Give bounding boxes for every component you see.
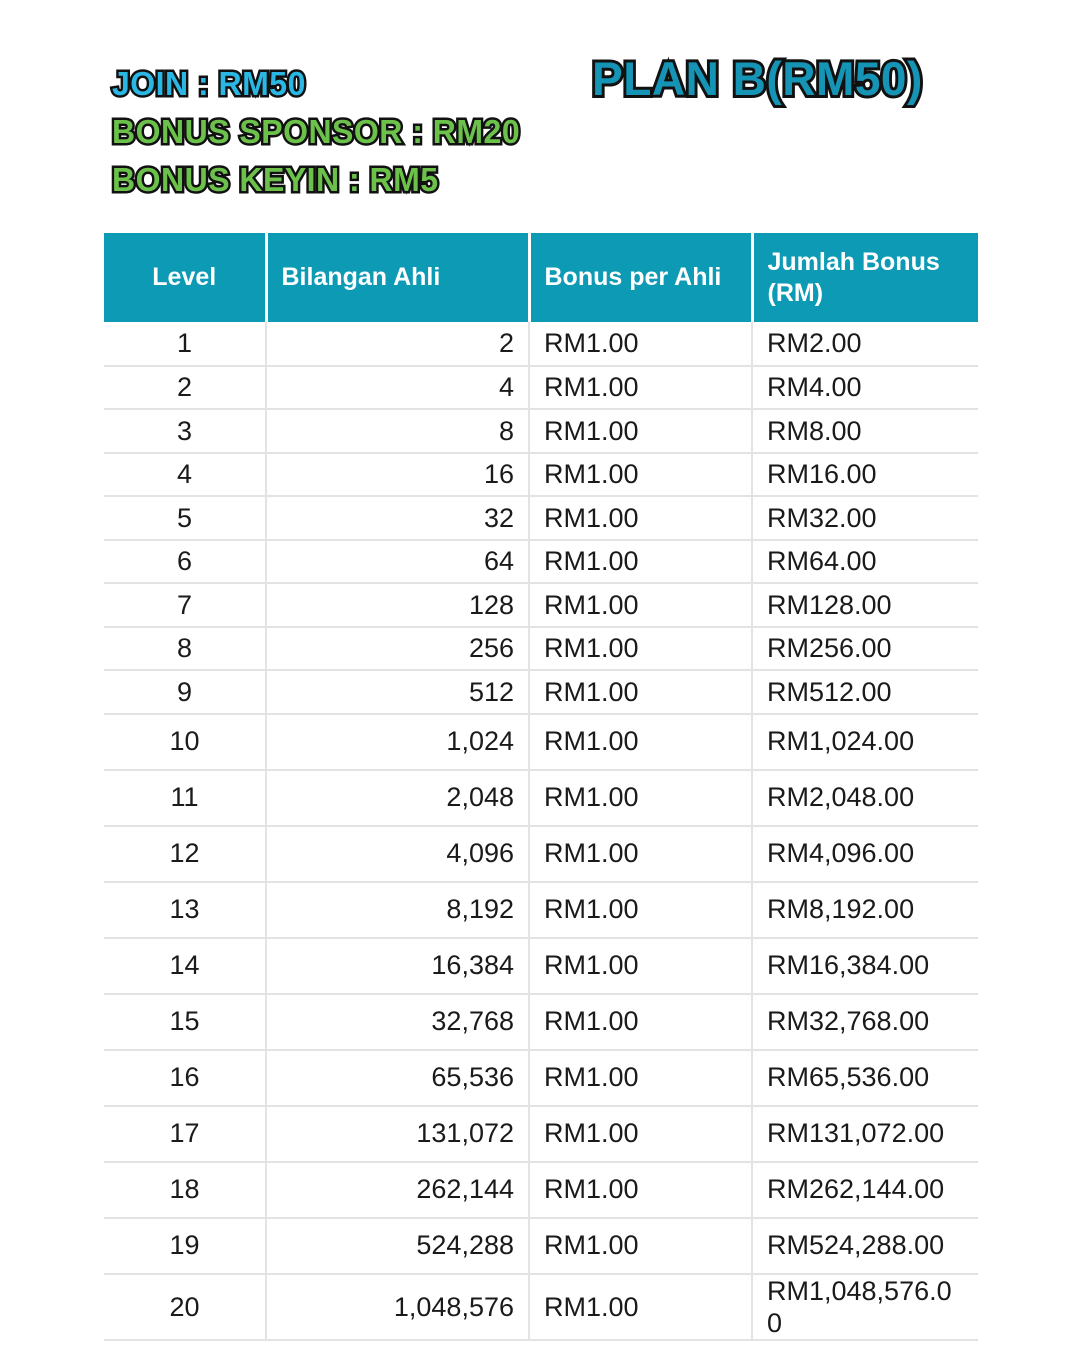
cell-level: 10 [104, 714, 266, 770]
cell-jumlah-bonus: RM64.00 [752, 540, 978, 584]
cell-level: 17 [104, 1106, 266, 1162]
table-row [104, 1218, 978, 1274]
table-row [104, 1106, 978, 1162]
table-row [104, 938, 978, 994]
cell-level: 1 [104, 322, 266, 366]
cell-bonus-per-ahli: RM1.00 [529, 453, 752, 497]
cell-jumlah-bonus: RM262,144.00 [752, 1162, 978, 1218]
cell-level: 8 [104, 627, 266, 671]
cell-level: 7 [104, 583, 266, 627]
cell-level: 5 [104, 496, 266, 540]
cell-bonus-per-ahli: RM1.00 [529, 496, 752, 540]
cell-bonus-per-ahli: RM1.00 [529, 1274, 752, 1341]
cell-jumlah-bonus: RM16,384.00 [752, 938, 978, 994]
cell-bilangan-ahli: 2,048 [266, 770, 529, 826]
cell-bonus-per-ahli: RM1.00 [529, 1162, 752, 1218]
cell-bonus-per-ahli: RM1.00 [529, 1106, 752, 1162]
cell-level: 9 [104, 670, 266, 714]
cell-bilangan-ahli: 512 [266, 670, 529, 714]
cell-level: 13 [104, 882, 266, 938]
table-row [104, 1050, 978, 1106]
cell-level: 6 [104, 540, 266, 584]
cell-jumlah-bonus: RM256.00 [752, 627, 978, 671]
table-row [104, 583, 978, 627]
cell-level: 4 [104, 453, 266, 497]
cell-bilangan-ahli: 4,096 [266, 826, 529, 882]
table-row [104, 1274, 978, 1341]
cell-bilangan-ahli: 256 [266, 627, 529, 671]
cell-jumlah-bonus: RM65,536.00 [752, 1050, 978, 1106]
cell-bonus-per-ahli: RM1.00 [529, 714, 752, 770]
column-header-level: Level [104, 233, 266, 322]
cell-jumlah-bonus: RM1,048,576.00 [752, 1274, 978, 1341]
cell-level: 12 [104, 826, 266, 882]
cell-bonus-per-ahli: RM1.00 [529, 770, 752, 826]
cell-jumlah-bonus: RM512.00 [752, 670, 978, 714]
cell-jumlah-bonus: RM2,048.00 [752, 770, 978, 826]
cell-bonus-per-ahli: RM1.00 [529, 1218, 752, 1274]
cell-bonus-per-ahli: RM1.00 [529, 938, 752, 994]
cell-jumlah-bonus: RM32.00 [752, 496, 978, 540]
cell-jumlah-bonus: RM16.00 [752, 453, 978, 497]
table-row [104, 994, 978, 1050]
cell-level: 14 [104, 938, 266, 994]
cell-level: 2 [104, 366, 266, 410]
table-row [104, 714, 978, 770]
table-row [104, 826, 978, 882]
cell-bilangan-ahli: 8,192 [266, 882, 529, 938]
cell-level: 11 [104, 770, 266, 826]
cell-level: 3 [104, 409, 266, 453]
cell-bilangan-ahli: 524,288 [266, 1218, 529, 1274]
table-row [104, 409, 978, 453]
cell-jumlah-bonus: RM32,768.00 [752, 994, 978, 1050]
cell-bilangan-ahli: 32,768 [266, 994, 529, 1050]
cell-bilangan-ahli: 32 [266, 496, 529, 540]
cell-bilangan-ahli: 65,536 [266, 1050, 529, 1106]
cell-bonus-per-ahli: RM1.00 [529, 583, 752, 627]
column-header-bonus-per-ahli: Bonus per Ahli [529, 233, 752, 322]
cell-bonus-per-ahli: RM1.00 [529, 627, 752, 671]
cell-bilangan-ahli: 131,072 [266, 1106, 529, 1162]
cell-level: 18 [104, 1162, 266, 1218]
cell-jumlah-bonus: RM1,024.00 [752, 714, 978, 770]
info-line-bonus-sponsor: BONUS SPONSOR : RM20 [112, 113, 521, 150]
bonus-table-container [104, 233, 978, 1353]
cell-bilangan-ahli: 16,384 [266, 938, 529, 994]
cell-bilangan-ahli: 16 [266, 453, 529, 497]
table-row [104, 322, 978, 366]
cell-bilangan-ahli: 1,024 [266, 714, 529, 770]
cell-bilangan-ahli: 2 [266, 322, 529, 366]
cell-level: 19 [104, 1218, 266, 1274]
table-row [104, 540, 978, 584]
cell-level: 16 [104, 1050, 266, 1106]
cell-bonus-per-ahli: RM1.00 [529, 409, 752, 453]
cell-jumlah-bonus: RM2.00 [752, 322, 978, 366]
table-row [104, 670, 978, 714]
column-header-bilangan-ahli: Bilangan Ahli [266, 233, 529, 322]
cell-bilangan-ahli: 262,144 [266, 1162, 529, 1218]
plan-info-list [112, 60, 533, 204]
cell-bonus-per-ahli: RM1.00 [529, 322, 752, 366]
table-header [104, 233, 978, 322]
cell-bonus-per-ahli: RM1.00 [529, 994, 752, 1050]
cell-bilangan-ahli: 8 [266, 409, 529, 453]
table-row [104, 882, 978, 938]
cell-bilangan-ahli: 128 [266, 583, 529, 627]
cell-bilangan-ahli: 4 [266, 366, 529, 410]
cell-jumlah-bonus: RM4,096.00 [752, 826, 978, 882]
headline-area [0, 0, 1080, 222]
table-body [104, 322, 978, 1340]
cell-jumlah-bonus: RM8,192.00 [752, 882, 978, 938]
table-row [104, 453, 978, 497]
cell-jumlah-bonus: RM524,288.00 [752, 1218, 978, 1274]
info-line-join: JOIN : RM50 [112, 65, 306, 102]
cell-jumlah-bonus: RM4.00 [752, 366, 978, 410]
info-line-bonus-keyin: BONUS KEYIN : RM5 [112, 161, 439, 198]
page-title: PLAN B(RM50) [592, 52, 923, 105]
table-row [104, 496, 978, 540]
table-row [104, 627, 978, 671]
cell-level: 20 [104, 1274, 266, 1341]
cell-bonus-per-ahli: RM1.00 [529, 540, 752, 584]
cell-bonus-per-ahli: RM1.00 [529, 670, 752, 714]
column-header-jumlah-bonus: Jumlah Bonus (RM) [752, 233, 978, 322]
cell-bonus-per-ahli: RM1.00 [529, 826, 752, 882]
table-row [104, 770, 978, 826]
cell-jumlah-bonus: RM128.00 [752, 583, 978, 627]
cell-bilangan-ahli: 1,048,576 [266, 1274, 529, 1341]
table-header-row [104, 233, 978, 322]
cell-jumlah-bonus: RM131,072.00 [752, 1106, 978, 1162]
bonus-table [104, 233, 978, 1341]
cell-level: 15 [104, 994, 266, 1050]
table-row [104, 1162, 978, 1218]
cell-bonus-per-ahli: RM1.00 [529, 366, 752, 410]
cell-bonus-per-ahli: RM1.00 [529, 882, 752, 938]
table-row [104, 366, 978, 410]
cell-bilangan-ahli: 64 [266, 540, 529, 584]
cell-bonus-per-ahli: RM1.00 [529, 1050, 752, 1106]
cell-jumlah-bonus: RM8.00 [752, 409, 978, 453]
